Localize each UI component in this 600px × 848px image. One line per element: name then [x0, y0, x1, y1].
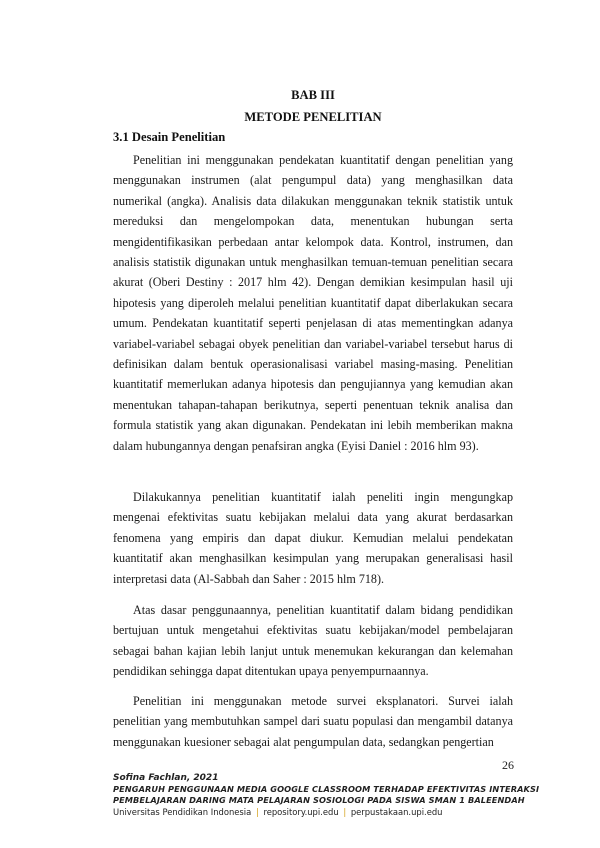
- footer-separator: |: [255, 807, 259, 817]
- footer-institution-line: [113, 806, 533, 818]
- footer-author: Sofina Fachlan, 2021: [113, 773, 219, 783]
- paragraph-2: Dilakukannya penelitian kuantitatif ialah peneliti ingin mengungkap mengenai efektivitas suatu kebijakan melalui data yang akurat berdasarkan fenomena yang empiris dan dapat diukur. Kemudian melalui pendekatan kuantitatif akan menghasilkan kesimpulan yang merupakan generalisasi hasil interpretasi data (Al-Sabbah dan Saher : 2015 hlm 718).: [113, 490, 513, 586]
- chapter-title: METODE PENELITIAN: [244, 110, 382, 124]
- footer-separator: |: [343, 807, 347, 817]
- paragraph-1: Penelitian ini menggunakan pendekatan kuantitatif dengan penelitian yang menggunakan instrumen (alat pengumpul data) yang menghasilkan data numerikal (angka). Analisis data dilakukan menggunakan teknik statistik untuk mereduksi dan mengelompokan data, menentukan hubungan serta mengidentifikasikan perbedaan antar kelompok data. Kontrol, instrumen, dan analisis statistik digunakan untuk menghasilkan temuan-temuan penelitian secara akurat (Oberi Destiny : 2017 hlm 42). Dengan demikian kesimpulan hasil uji hipotesis yang diperoleh melalui penelitian kuantitatif dapat diberlakukan secara umum. Pendekatan kuantitatif seperti penjelasan di atas mementingkan adanya variabel-variabel sebagai obyek penelitian dan variabel-variabel tersebut harus di definisikan dalam bentuk operasionalisasi variabel masing-masing. Penelitian kuantitatif memerlukan adanya hipotesis dan pengujiannya yang kemudian akan menentukan tahapan-tahapan berikutnya, seperti penentuan teknik analisa dan formula statistik yang akan digunakan. Pendekatan ini lebih memberikan makna dalam hubungannya dengan penafsiran angka (Eyisi Daniel : 2016 hlm 93).: [113, 153, 513, 453]
- paragraph-4: Penelitian ini menggunakan metode survei eksplanatori. Survei ialah penelitian yang membutuhkan sampel dari suatu populasi dan mengambil datanya menggunakan kuesioner sebagai alat pengumpulan data, sedangkan pengertian: [113, 694, 513, 749]
- page-number: 26: [502, 758, 514, 772]
- footer: [113, 772, 540, 818]
- footer-title-line-1: PENGARUH PENGGUNAAN MEDIA GOOGLE CLASSROOM TERHADAP EFEKTIVITAS INTERAKSI: [113, 784, 540, 794]
- footer-institution: Universitas Pendidikan Indonesia: [113, 807, 252, 817]
- paragraph-3: Atas dasar penggunaannya, penelitian kuantitatif dalam bidang pendidikan bertujuan untuk mengetahui efektivitas suatu kebijakan/model pembelajaran sebagai bahan kajian lebih lanjut untuk menemukan kekurangan dan kelemahan pendidikan sehingga dapat ditentukan upaya penyempurnaannya.: [113, 603, 513, 679]
- chapter-heading: [113, 84, 513, 128]
- footer-title-line-2: PEMBELAJARAN DARING MATA PELAJARAN SOSIOLOGI PADA SISWA SMAN 1 BALEENDAH: [113, 795, 525, 805]
- footer-repository-link[interactable]: repository.upi.edu: [263, 807, 339, 817]
- section-heading: 3.1 Desain Penelitian: [113, 130, 226, 144]
- footer-library-link[interactable]: perpustakaan.upi.edu: [350, 807, 443, 817]
- chapter-number: BAB III: [291, 88, 335, 102]
